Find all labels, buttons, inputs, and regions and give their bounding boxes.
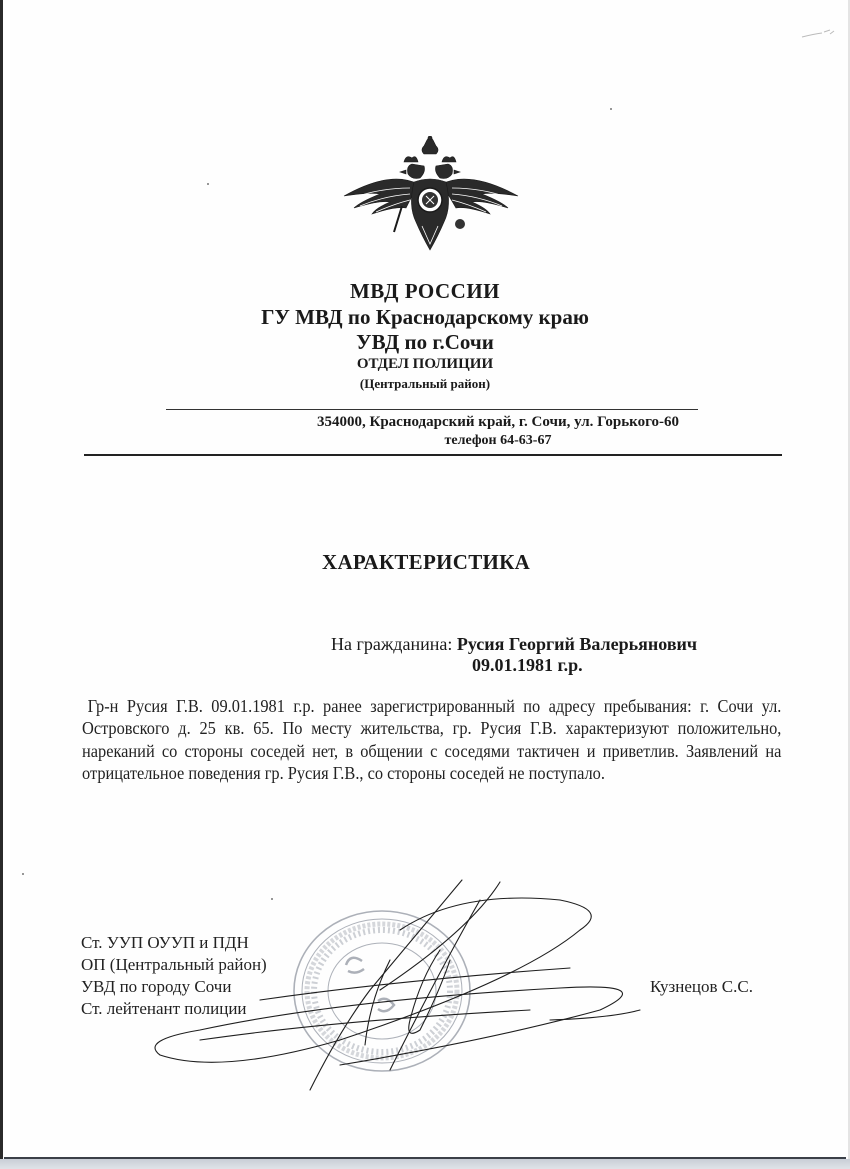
- scan-speck: [22, 873, 24, 875]
- handwritten-signature-icon: [140, 870, 660, 1100]
- position-line: Ст. лейтенант полиции: [81, 999, 247, 1018]
- letterhead-regional-office: ГУ МВД по Краснодарскому краю: [261, 305, 589, 329]
- recipient-label: На гражданина:: [331, 634, 457, 654]
- scan-speck: [610, 108, 612, 110]
- characteristic-body: Гр-н Русия Г.В. 09.01.1981 г.р. ранее зарегистрированный по адресу пребывания: г. Сочи ул. Островского д. 25 кв. 65. По месту жительства, гр. Русия Г.В. характеризуют положительно, нареканий со стороны соседей нет, в общении с соседями тактичен и приветлив. Заявлений на отрицательное поведения гр. Русия Г.В., со стороны соседей не поступало.: [82, 696, 782, 784]
- scan-speck: [207, 183, 209, 185]
- letterhead-ministry: МВД РОССИИ: [349, 279, 501, 303]
- signer-name: Кузнецов С.С.: [650, 977, 753, 996]
- scan-speck: [271, 898, 273, 900]
- scan-edge-left: [0, 0, 3, 1169]
- letterhead-district: (Центральный район): [359, 376, 491, 391]
- recipient-line: [331, 634, 697, 655]
- document-title: ХАРАКТЕРИСТИКА: [322, 550, 531, 574]
- position-line: ОП (Центральный район): [81, 955, 267, 974]
- person-name: Русия Георгий Валерьянович: [456, 634, 698, 654]
- corner-pencil-mark: [800, 28, 840, 40]
- scan-edge-bottom: [0, 1159, 850, 1169]
- position-line: УВД по городу Сочи: [81, 977, 232, 996]
- letterhead-phone: телефон 64-63-67: [444, 433, 552, 448]
- letterhead-department: ОТДЕЛ ПОЛИЦИИ: [356, 356, 494, 372]
- double-headed-eagle-emblem-icon: [340, 136, 522, 254]
- letterhead-address: 354000, Краснодарский край, г. Сочи, ул. Горького-60: [316, 414, 680, 430]
- person-dob: 09.01.1981 г.р.: [472, 655, 583, 675]
- letterhead-divider-top: [166, 409, 698, 410]
- position-line: Ст. УУП ОУУП и ПДН: [81, 933, 249, 952]
- letterhead-city-office: УВД по г.Сочи: [356, 330, 494, 354]
- letterhead-divider-bottom: [84, 454, 782, 456]
